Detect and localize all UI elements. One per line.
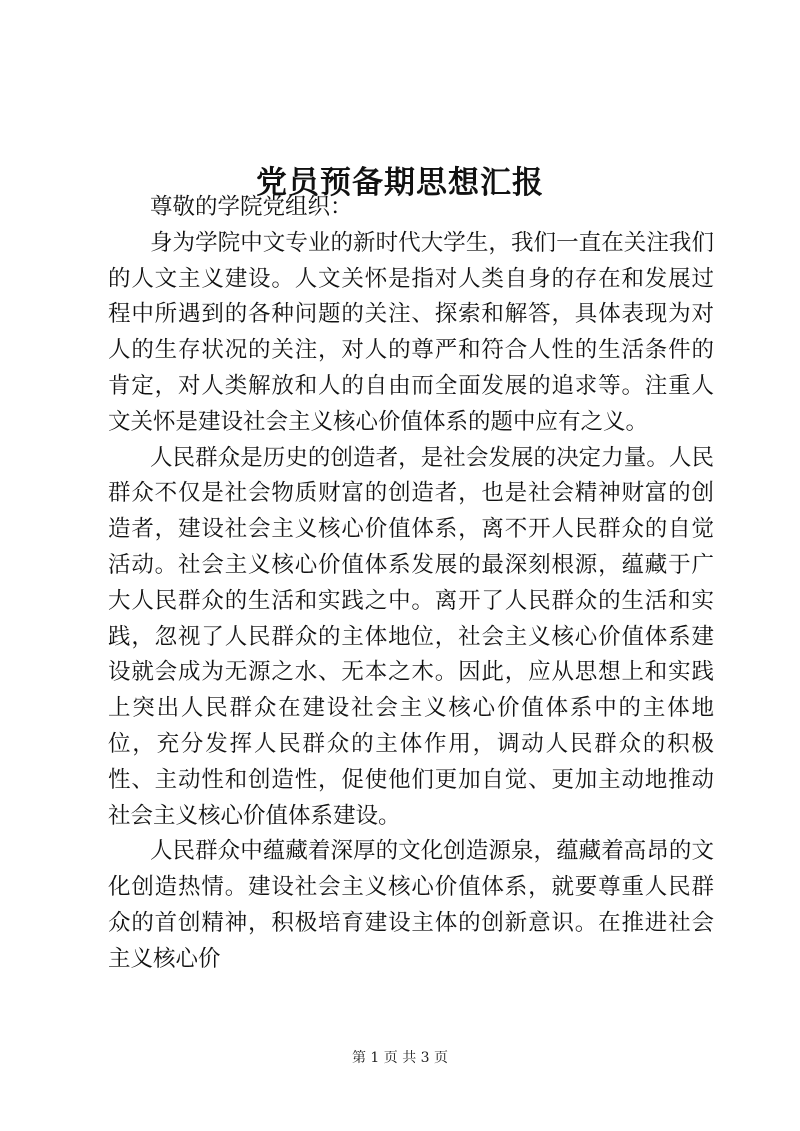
salutation: 尊敬的学院党组织：	[150, 194, 353, 220]
paragraph-3: 人民群众中蕴藏着深厚的文化创造源泉，蕴藏着高昂的文化创造热情。建设社会主义核心价值体系，就要尊重人民群众的首创精神，积极培育建设主体的创新意识。在推进社会主义核心价	[108, 838, 714, 972]
document-title: 党员预备期思想汇报	[256, 164, 544, 201]
page-footer: 第 1 页 共 3 页	[351, 1050, 449, 1066]
paragraph-2: 人民群众是历史的创造者，是社会发展的决定力量。人民群众不仅是社会物质财富的创造者，也是社会精神财富的创造者，建设社会主义核心价值体系，离不开人民群众的自觉活动。社会主义核心价值体系发展的最深刻根源，蕴藏于广大人民群众的生活和实践之中。离开了人民群众的生活和实践，忽视了人民群众的主体地位，社会主义核心价值体系建设就会成为无源之水、无本之木。因此，应从思想上和实践上突出人民群众在建设社会主义核心价值体系中的主体地位，充分发挥人民群众的主体作用，调动人民群众的积极性、主动性和创造性，促使他们更加自觉、更加主动地推动社会主义核心价值体系建设。	[108, 444, 714, 829]
paragraph-1: 身为学院中文专业的新时代大学生，我们一直在关注我们的人文主义建设。人文关怀是指对人类自身的存在和发展过程中所遇到的各种问题的关注、探索和解答，具体表现为对人的生存状况的关注，对人的尊严和符合人性的生活条件的肯定，对人类解放和人的自由而全面发展的追求等。注重人文关怀是建设社会主义核心价值体系的题中应有之义。	[108, 229, 714, 435]
document-body	[108, 190, 714, 978]
